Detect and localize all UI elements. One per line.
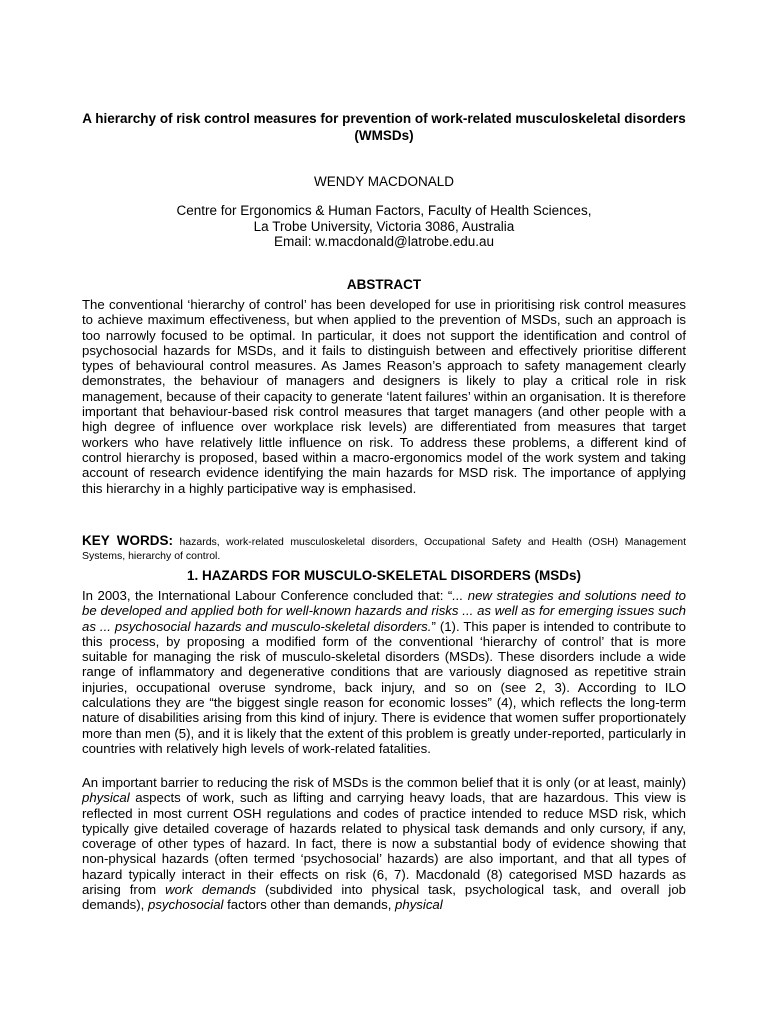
ilo-quote: ... new strategies and solutions need to be developed and applied both for well-known hazards and risks ... as well as for emerging issues such as ... psychosocial hazards and musculo-skeletal disorders. <box>82 588 686 634</box>
body-paragraph: In 2003, the International Labour Conference concluded that: “... new strategies and solutions need to be developed and applied both for well-known hazards and risks ... as well as for emerging issues such as ... psychosocial hazards and musculo-skeletal disorders.” (1). This paper is intended to contribute to this process, by proposing a modified form of the conventional ‘hierarchy of control’ that is more suitable for managing the risk of musculo-skeletal disorders (MSDs). These disorders include a wide range of inflammatory and degenerative conditions that are variously diagnosed as repetitive strain injuries, occupational overuse syndrome, back injury, and so on (see 2, 3). According to ILO calculations they are “the biggest single reason for economic losses” (4), which reflects the long-term nature of disabilities arising from this kind of injury. There is evidence that women suffer proportionately more than men (5), and it is likely that the extent of this problem is greatly under-reported, particularly in countries with relatively high levels of work-related fatalities. <box>82 588 687 756</box>
keywords-label: KEY WORDS <box>82 532 169 548</box>
abstract-text: The conventional ‘hierarchy of control’ has been developed for use in prioritising risk control measures to achieve maximum effectiveness, but when applied to the prevention of MSDs, such an approach is too narrowly focused to be optimal. In particular, it does not support the identification and control of psychosocial hazards for MSDs, and it fails to distinguish between and effectively prioritise different types of behavioural control measures. As James Reason’s approach to safety management clearly demonstrates, the behaviour of managers and designers is likely to play a critical role in risk management, because of their capacity to generate ‘latent failures’ within an organisation. It is therefore important that behaviour-based risk control measures that target managers (and other people with a high degree of influence over workplace risk levels) are differentiated from measures that target workers who have relatively little influence on risk. To address these problems, a different kind of control hierarchy is proposed, based within a macro-ergonomics model of the work system and taking account of research evidence identifying the main hazards for MSD risk. The importance of applying this hierarchy in a highly participative way is emphasised. <box>82 297 686 496</box>
author-affiliation <box>82 203 686 250</box>
keywords-text: hazards, work-related musculoskeletal disorders, Occupational Safety and Health (OSH) Management Systems, hierarchy of control. <box>82 535 686 562</box>
paper-title: A hierarchy of risk control measures for prevention of work-related musculoskeletal disorders (WMSDs) <box>82 111 686 143</box>
author-name: WENDY MACDONALD <box>313 174 455 189</box>
abstract-heading: ABSTRACT <box>346 277 422 292</box>
affiliation-line: Centre for Ergonomics & Human Factors, Faculty of Health Sciences, <box>176 203 592 218</box>
affiliation-line: La Trobe University, Victoria 3086, Australia <box>253 218 515 234</box>
author-email: Email: w.macdonald@latrobe.edu.au <box>273 234 495 249</box>
body-paragraph: An important barrier to reducing the risk of MSDs is the common belief that it is only (or at least, mainly) physical aspects of work, such as lifting and carrying heavy loads, that are hazardous. This view is reflected in most current OSH regulations and codes of practice intended to reduce MSD risk, which typically give detailed coverage of hazards related to physical task demands and only cursory, if any, coverage of other types of hazard. In fact, there is now a substantial body of evidence showing that non-physical hazards (often termed ‘psychosocial’ hazards) are also important, and that all types of hazard typically interact in their effects on risk (6, 7). Macdonald (8) categorised MSD hazards as arising from work demands (subdivided into physical task, psychological task, and overall job demands), psychosocial factors other than demands, physical <box>82 775 686 913</box>
section-heading: 1. HAZARDS FOR MUSCULO-SKELETAL DISORDERS (MSDs) <box>186 568 581 583</box>
keywords: KEY WORDS: hazards, work-related musculoskeletal disorders, Occupational Safety and Health (OSH) Management Systems, hierarchy of control. <box>82 532 686 562</box>
